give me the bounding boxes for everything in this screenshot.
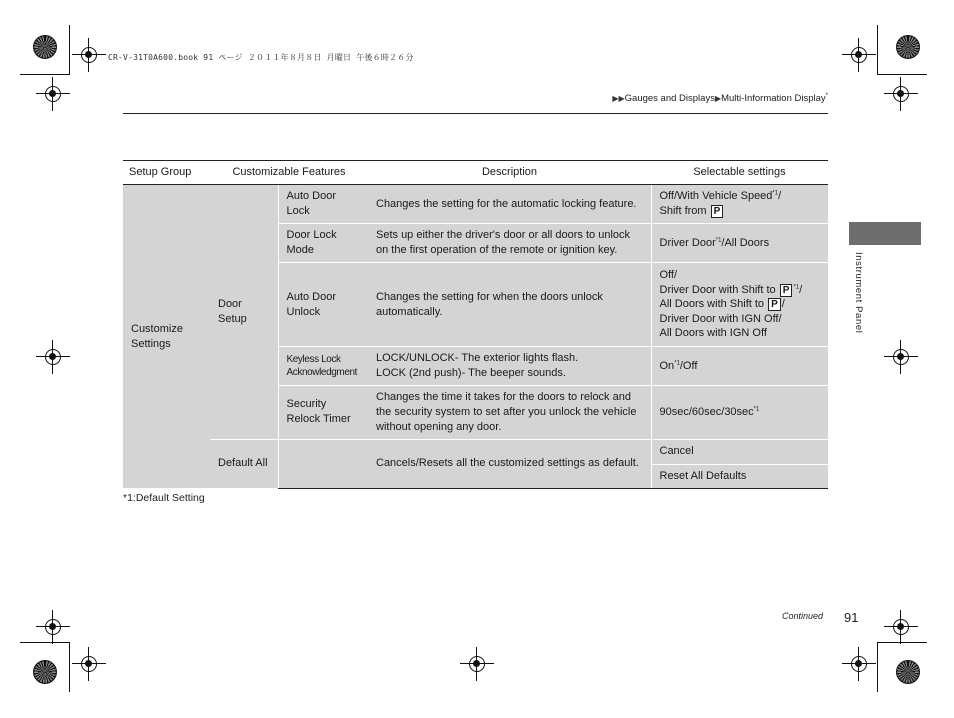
- table-row: [123, 185, 828, 224]
- trim-line: [20, 642, 70, 643]
- registration-mark-icon: [884, 610, 918, 644]
- double-arrow-icon: ▶▶: [612, 94, 625, 104]
- registration-mark-icon: [36, 340, 70, 374]
- setting-cell: [651, 386, 828, 440]
- header-description: Description: [368, 161, 651, 185]
- setting-cell: [651, 347, 828, 386]
- description-cell: [368, 347, 651, 386]
- page-number: 91: [844, 610, 859, 625]
- description-cell: Changes the setting for the automatic locking feature.: [368, 185, 651, 224]
- default-all-cell: Default All: [210, 439, 278, 488]
- print-header: CR-V-31T0A600.book 91 ページ ２０１１年８月８日 月曜日 午後６時２６分: [108, 53, 414, 62]
- setting-cell: Cancel: [651, 439, 828, 464]
- setting-text: All Doors with Shift to: [659, 298, 765, 311]
- feature-cell-empty: [278, 439, 368, 488]
- customize-settings-table: [123, 160, 828, 489]
- trim-line: [877, 642, 927, 643]
- setup-group-cell: Customize Settings: [123, 185, 210, 489]
- header-setup-group: Setup Group: [123, 161, 210, 185]
- setting-text: Shift from: [659, 205, 707, 217]
- park-gear-icon: P: [780, 284, 793, 297]
- footnote: *1:Default Setting: [123, 492, 205, 504]
- rosette-mark-icon: [33, 35, 57, 59]
- rosette-mark-icon: [896, 35, 920, 59]
- setting-cell: Reset All Defaults: [651, 464, 828, 488]
- setting-text: /All Doors: [721, 236, 770, 249]
- setting-text: /Off: [679, 359, 698, 372]
- footnote-ref: *1: [715, 236, 722, 243]
- rosette-mark-icon: [33, 660, 57, 684]
- registration-mark-icon: [842, 38, 876, 72]
- rosette-mark-icon: [896, 660, 920, 684]
- setting-text: All Doors with IGN Off: [659, 327, 767, 340]
- section-tab-label: Instrument Panel: [853, 252, 864, 334]
- arrow-icon: ▶: [714, 94, 722, 104]
- setting-text: Driver Door: [659, 236, 716, 249]
- breadcrumb-page: Multi-Information Display: [721, 93, 826, 105]
- description-cell: Sets up either the driver's door or all doors to unlock on the first operation of the remote or ignition key.: [368, 224, 651, 263]
- breadcrumb-mark: *: [825, 93, 828, 99]
- trim-line: [20, 74, 70, 75]
- feature-cell: Auto Door Unlock: [278, 263, 368, 347]
- registration-mark-icon: [72, 38, 106, 72]
- footnote-ref: *1: [753, 406, 760, 413]
- setting-cell: [651, 224, 828, 263]
- footnote-ref: *1: [793, 283, 800, 290]
- description-cell: Changes the setting for when the doors unlock automatically.: [368, 263, 651, 347]
- registration-mark-icon: [36, 77, 70, 111]
- table-row: [123, 439, 828, 464]
- setting-text: Driver Door with Shift to: [659, 283, 776, 296]
- setting-cell: [651, 263, 828, 347]
- park-gear-icon: P: [768, 298, 781, 311]
- setting-text: /: [778, 190, 782, 203]
- registration-mark-icon: [842, 647, 876, 681]
- feature-cell: Auto Door Lock: [278, 185, 368, 224]
- description-cell: Changes the time it takes for the doors to relock and the security system to set after you unlock the vehicle without opening any door.: [368, 386, 651, 440]
- setting-text: Off/With Vehicle Speed: [659, 190, 773, 203]
- breadcrumb-section: Gauges and Displays: [624, 93, 715, 105]
- footnote-ref: *1: [674, 359, 680, 366]
- door-setup-cell: Door Setup: [210, 185, 278, 440]
- setting-text: 90sec/60sec/30sec: [659, 405, 754, 418]
- registration-mark-icon: [460, 647, 494, 681]
- trim-line: [69, 642, 70, 692]
- header-rule: [123, 113, 828, 114]
- description-line: LOCK (2nd push)- The beeper sounds.: [376, 367, 566, 379]
- feature-cell: Security Relock Timer: [278, 386, 368, 440]
- section-tab: [849, 222, 921, 245]
- feature-cell: Keyless Lock Acknowledgment: [278, 347, 368, 386]
- description-line: LOCK/UNLOCK- The exterior lights flash.: [376, 352, 579, 365]
- header-customizable-features: Customizable Features: [210, 161, 368, 185]
- setting-text: Off/: [659, 268, 678, 281]
- breadcrumb: [612, 93, 828, 104]
- trim-line: [877, 25, 878, 75]
- registration-mark-icon: [884, 340, 918, 374]
- registration-mark-icon: [884, 77, 918, 111]
- setting-text: /: [781, 298, 785, 311]
- setting-text: Driver Door with IGN Off/: [659, 312, 782, 325]
- trim-line: [877, 74, 927, 75]
- footnote-ref: *1: [772, 190, 779, 197]
- description-cell: Cancels/Resets all the customized settings as default.: [368, 439, 651, 488]
- registration-mark-icon: [36, 610, 70, 644]
- trim-line: [69, 25, 70, 75]
- setting-cell: [651, 185, 828, 224]
- setting-text: /: [799, 283, 803, 296]
- park-gear-icon: P: [711, 205, 724, 218]
- registration-mark-icon: [72, 647, 106, 681]
- table-header-row: [123, 161, 828, 185]
- continued-label: Continued: [782, 611, 824, 621]
- feature-cell: Door Lock Mode: [278, 224, 368, 263]
- trim-line: [877, 642, 878, 692]
- setting-text: On: [659, 359, 675, 372]
- header-selectable-settings: Selectable settings: [651, 161, 828, 185]
